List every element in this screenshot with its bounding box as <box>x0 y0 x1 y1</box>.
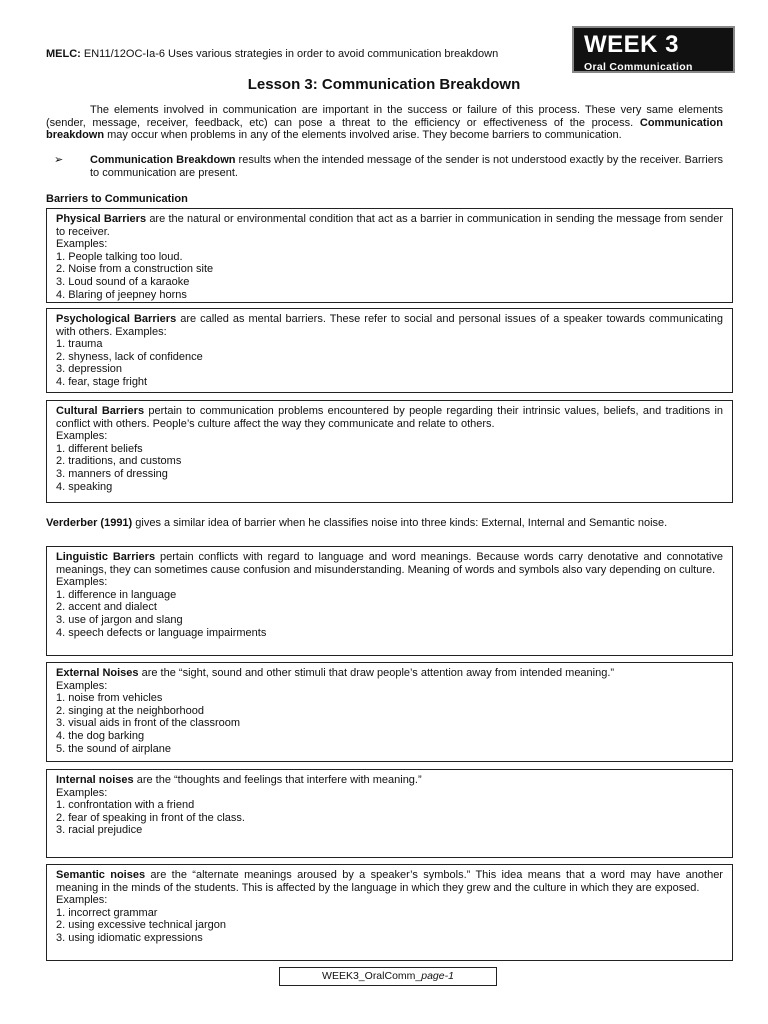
list-item: 3. visual aids in front of the classroom <box>56 717 241 730</box>
list-item: 2. singing at the neighborhood <box>56 704 205 717</box>
list-item: 1. People talking too loud. <box>56 250 183 263</box>
lesson-title: Lesson 3: Communication Breakdown <box>247 76 521 93</box>
internal-noises-box <box>46 769 733 858</box>
list-item: 1. incorrect grammar <box>56 906 158 919</box>
list-item: 2. traditions, and customs <box>56 455 182 468</box>
box-definition: pertain conflicts with regard to language and word meanings. Because words carry denotative and connotative meanings, they can sometimes cause confusion and misunderstanding. Meaning of words and symbols also vary depending on culture. <box>56 551 723 576</box>
box-term: External Noises <box>56 667 139 679</box>
psychological-barriers-box <box>46 308 733 393</box>
melc-line <box>46 48 498 60</box>
box-definition: pertain to communication problems encountered by people regarding their intrinsic values, beliefs, and traditions in conflict with others. People’s culture affect the way they communicate and relate to others. <box>56 405 724 430</box>
list-item: 3. using idiomatic expressions <box>56 931 203 944</box>
list-item: 3. manners of dressing <box>56 467 168 480</box>
melc-label: MELC: <box>46 48 81 60</box>
linguistic-barriers-box <box>46 546 733 656</box>
box-term: Semantic noises <box>56 869 146 881</box>
intro-end: may occur when problems in any of the elements involved arise. They become barriers to communication. <box>104 129 622 142</box>
examples-label: Examples: <box>56 679 108 692</box>
bullet-bold-term: Communication Breakdown <box>90 154 236 166</box>
section-heading: Barriers to Communication <box>46 193 188 205</box>
list-item: 4. fear, stage fright <box>56 375 148 388</box>
box-definition: are the “thoughts and feelings that interfere with meaning.” <box>133 774 422 786</box>
list-item: 3. Loud sound of a karaoke <box>56 275 190 288</box>
list-item: 4. the dog barking <box>56 729 145 742</box>
list-item: 4. Blaring of jeepney horns <box>56 288 187 301</box>
examples-label: Examples: <box>56 238 108 251</box>
list-item: 2. fear of speaking in front of the class. <box>56 811 245 824</box>
box-term: Physical Barriers <box>56 213 147 225</box>
box-definition: are called as mental barriers. These refer to social and personal issues of a speaker towards communicating with others. Examples: <box>56 313 723 338</box>
list-item: 2. shyness, lack of confidence <box>56 350 203 363</box>
list-item: 1. confrontation with a friend <box>56 799 195 812</box>
list-item: 4. speaking <box>56 480 113 493</box>
verderber-paragraph <box>46 517 723 530</box>
examples-label: Examples: <box>56 576 108 589</box>
footer-prefix: WEEK3_OralComm_ <box>322 970 422 982</box>
box-definition: are the “alternate meanings aroused by a speaker’s symbols.” This idea means that a word may have another meaning in the minds of the students. This is affected by the language in which they grew and the culture in which they are exposed. <box>56 869 723 894</box>
badge-week: WEEK 3 <box>584 31 680 58</box>
list-item: 3. use of jargon and slang <box>56 613 183 626</box>
intro-start: The elements involved in communication are important in the success or failure of this process. These very same elements (sender, message, receiver, feedback, etc) can pose a threat to the efficiency or effectiveness of the process. <box>46 104 723 129</box>
box-term: Psychological Barriers <box>56 313 177 325</box>
list-item: 3. racial prejudice <box>56 824 143 837</box>
list-item: 1. different beliefs <box>56 442 143 455</box>
list-item: 2. accent and dialect <box>56 601 157 614</box>
list-item: 4. speech defects or language impairments <box>56 626 267 639</box>
box-term: Linguistic Barriers <box>56 551 156 563</box>
verderber-text: gives a similar idea of barrier when he classifies noise into three kinds: External, Internal and Semantic noise. <box>132 517 668 529</box>
intro-bold-term: Communication breakdown <box>46 116 723 142</box>
verderber-citation: Verderber (1991) <box>46 517 133 529</box>
list-item: 2. using excessive technical jargon <box>56 919 226 932</box>
examples-label: Examples: <box>56 430 108 443</box>
box-term: Cultural Barriers <box>56 405 145 417</box>
examples-label: Examples: <box>56 894 108 907</box>
footer-page: page-1 <box>421 970 454 982</box>
list-item: 3. depression <box>56 363 123 376</box>
list-item: 1. noise from vehicles <box>56 692 163 705</box>
melc-text: EN11/12OC-Ia-6 Uses various strategies in order to avoid communication breakdown <box>83 48 499 60</box>
arrow-bullet-icon: ➢ <box>54 154 64 166</box>
list-item: 1. difference in language <box>56 588 177 601</box>
examples-label: Examples: <box>56 786 108 799</box>
bullet-text: results when the intended message of the sender is not understood exactly by the receiver. Barriers to communication are present. <box>90 154 724 179</box>
list-item: 1. trauma <box>56 338 103 351</box>
external-noises-box <box>46 662 733 762</box>
box-definition: are the “sight, sound and other stimuli that draw people’s attention away from intended meaning.” <box>138 667 615 679</box>
physical-barriers-box <box>46 208 733 303</box>
box-definition: are the natural or environmental condition that act as a barrier in communication in sending the message from sender to receiver. <box>56 213 724 238</box>
week-badge <box>572 26 735 73</box>
badge-subject: Oral Communication <box>584 61 693 73</box>
cultural-barriers-box <box>46 400 733 503</box>
semantic-noises-box <box>46 864 733 961</box>
intro-paragraph <box>46 104 723 142</box>
bullet-item <box>54 154 723 179</box>
list-item: 2. Noise from a construction site <box>56 263 214 276</box>
page-footer <box>279 967 497 986</box>
box-term: Internal noises <box>56 774 134 786</box>
list-item: 5. the sound of airplane <box>56 742 171 755</box>
